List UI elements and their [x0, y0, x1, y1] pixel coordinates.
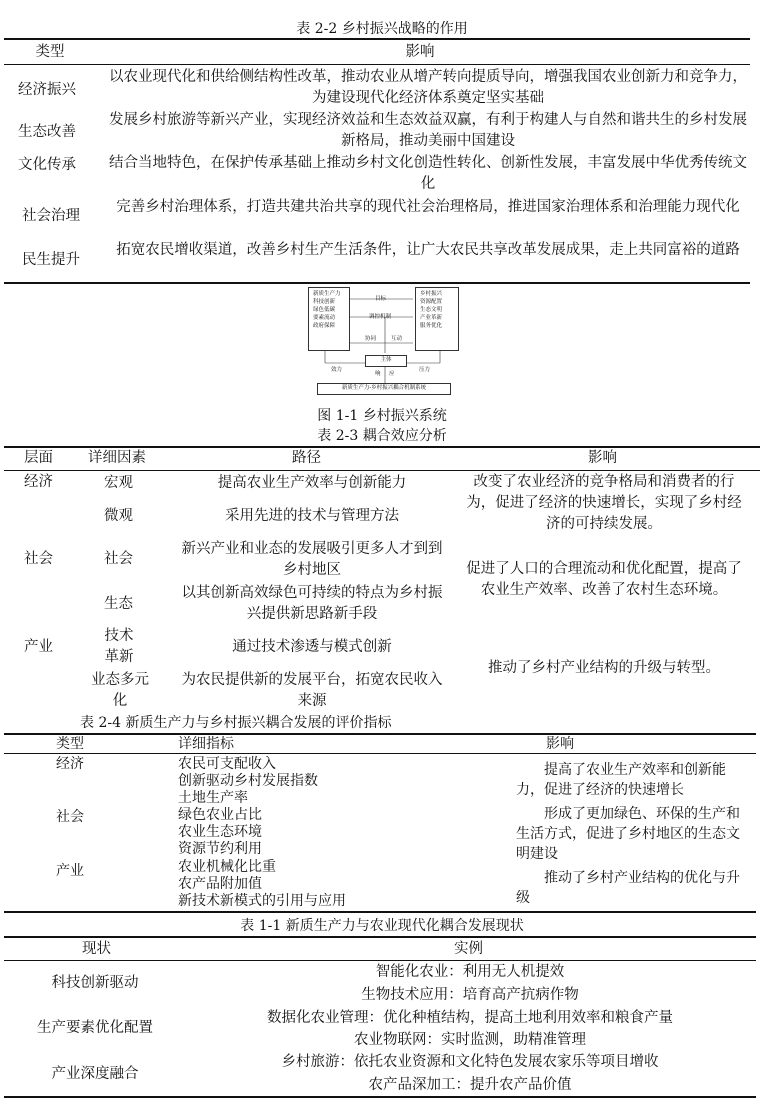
effect-cell: 形成了更加绿色、环保的生产和生活方式，促进了乡村地区的生态文明建设 — [516, 806, 740, 862]
subject-box: 主体 — [365, 355, 407, 367]
path-cell: 以其创新高效绿色可持续的特点为乡村振兴提供新思路新手段 — [181, 585, 443, 622]
goal-label: 目标 — [375, 296, 387, 302]
indicator-cell: 农业机械化比重 — [178, 859, 276, 875]
path-cell: 提高农业生产效率与创新能力 — [217, 475, 407, 491]
factor-cell: 业态多元化 — [91, 672, 149, 709]
path-cell: 通过技术渗透与模式创新 — [232, 639, 392, 655]
col-header-type: 类型 — [35, 44, 65, 60]
box-item: 科技创新 — [313, 299, 336, 305]
example-cell: 智能化农业：利用无人机提效 — [375, 964, 565, 980]
box-item: 要素流动 — [313, 315, 336, 321]
table-1-1-caption: 表 1-1 新质生产力与农业现代化耦合发展现状 — [240, 918, 524, 934]
system-diagram — [305, 287, 465, 399]
header-rule — [4, 753, 756, 754]
col-header-factor: 详细因素 — [88, 450, 146, 466]
col-header-example: 实例 — [454, 941, 483, 957]
box-item: 新质生产力 — [313, 291, 341, 297]
rural-revitalization-box — [415, 287, 459, 351]
row-type: 文化传承 — [18, 157, 76, 173]
effect-cell: 提高了农业生产效率和创新能力，促进了经济的快速增长 — [516, 762, 726, 798]
header-rule — [4, 470, 760, 471]
level-cell: 经济 — [24, 474, 53, 490]
level-cell: 产业 — [24, 639, 53, 655]
header-rule — [4, 960, 756, 961]
coupling-system-box: 新质生产力-乡村振兴耦合机制系统 — [317, 383, 451, 395]
effect-cell: 推动了乡村产业结构的升级与转型。 — [488, 660, 720, 676]
row-type: 民生提升 — [22, 252, 80, 268]
col-header-level: 层面 — [24, 450, 53, 466]
box-item: 生态文明 — [420, 307, 443, 313]
indicator-cell: 农业生态环境 — [178, 824, 262, 840]
row-type: 社会治理 — [22, 208, 80, 224]
indicator-cell: 土地生产率 — [178, 790, 248, 806]
example-cell: 生物技术应用：培育高产抗病作物 — [361, 987, 579, 1003]
example-cell: 乡村旅游：依托农业资源和文化特色发展农家乐等项目增收 — [281, 1054, 659, 1070]
figure-1-1-caption: 图 1-1 乡村振兴系统 — [317, 408, 447, 424]
effect-cell: 促进了人口的合理流动和优化配置，提高了农业生产效率、改善了农村生态环境。 — [466, 561, 742, 598]
box-item: 绿色低碳 — [313, 307, 336, 313]
col-header-status: 现状 — [82, 941, 111, 957]
col-header-effect: 影响 — [546, 736, 574, 752]
col-header-effect: 影响 — [405, 44, 435, 60]
type-cell: 经济 — [56, 756, 84, 772]
box-item: 乡村振兴 — [420, 291, 443, 297]
effect-label: 效力 — [331, 367, 343, 373]
new-productivity-box — [308, 287, 350, 351]
status-cell: 生产要素优化配置 — [37, 1020, 153, 1036]
box-item: 政府保障 — [313, 323, 336, 329]
row-effect: 完善乡村治理体系，打造共建共治共享的现代社会治理格局，推进国家治理体系和治理能力现代化 — [116, 199, 740, 215]
factor-cell: 生态 — [104, 596, 133, 612]
type-cell: 产业 — [56, 863, 84, 879]
col-header-type: 类型 — [56, 736, 84, 752]
row-type: 经济振兴 — [18, 82, 76, 98]
synergy-label: 协同 — [365, 336, 377, 342]
col-header-indicator: 详细指标 — [178, 736, 234, 752]
indicator-cell: 新技术新模式的引用与应用 — [178, 893, 346, 909]
pressure-label: 压力 — [419, 367, 431, 373]
example-cell: 数据化农业管理：优化种植结构，提高土地利用效率和粮食产量 — [267, 1010, 673, 1026]
row-type: 生态改善 — [18, 124, 76, 140]
level-cell: 社会 — [24, 551, 53, 567]
example-cell: 农业物联网：实时监测，助精准管理 — [354, 1032, 586, 1048]
row-effect: 以农业现代化和供给侧结构性改革，推动农业从增产转向提质导向，增强我国农业创新力和竞争力，为建设现代化经济体系奠定坚实基础 — [109, 69, 747, 106]
table-2-2-caption: 表 2-2 乡村振兴战略的作用 — [296, 21, 468, 37]
indicator-cell: 绿色农业占比 — [178, 807, 262, 823]
header-rule — [4, 64, 750, 65]
table-top-rule — [4, 733, 756, 735]
response-label: 响 — [375, 371, 381, 377]
status-cell: 产业深度融合 — [51, 1066, 139, 1082]
path-cell: 为农民提供新的发展平台，拓宽农民收入来源 — [181, 672, 443, 709]
indicator-cell: 资源节约利用 — [178, 841, 262, 857]
table-top-rule — [4, 936, 756, 938]
indicator-cell: 农民可支配收入 — [178, 756, 276, 772]
table-bottom-rule — [4, 282, 750, 284]
type-cell: 社会 — [56, 809, 84, 825]
row-effect: 发展乡村旅游等新兴产业，实现经济效益和生态效益双赢，有利于构建人与自然和谐共生的乡村发展新格局，推动美丽中国建设 — [109, 112, 747, 149]
path-cell: 新兴产业和业态的发展吸引更多人才到到乡村地区 — [181, 541, 443, 578]
example-cell: 农产品深加工：提升农产品价值 — [368, 1077, 572, 1093]
row-effect: 结合当地特色，在保护传承基础上推动乡村文化创造性转化、创新性发展，丰富发展中华优秀传统文化 — [109, 155, 747, 192]
indicator-cell: 创新驱动乡村发展指数 — [178, 773, 318, 789]
mechanism-label: 调控机制 — [369, 314, 392, 320]
table-top-rule — [4, 38, 750, 40]
effect-cell: 推动了乡村产业结构的优化与升级 — [516, 870, 740, 906]
box-item: 服务优化 — [420, 323, 443, 329]
factor-cell: 技术革新 — [104, 628, 134, 665]
factor-cell: 社会 — [104, 551, 133, 567]
response-label: 应 — [389, 371, 395, 377]
path-cell: 采用先进的技术与管理方法 — [225, 508, 399, 524]
table-2-4-caption: 表 2-4 新质生产力与乡村振兴耦合发展的评价指标 — [80, 715, 392, 731]
table-bottom-rule — [4, 1096, 756, 1098]
indicator-cell: 农产品附加值 — [178, 876, 262, 892]
interaction-label: 互动 — [391, 336, 403, 342]
effect-cell: 改变了农业经济的竞争格局和消费者的行为，促进了经济的快速增长，实现了乡村经济的可持续发展。 — [466, 474, 742, 532]
row-effect: 拓宽农民增收渠道，改善乡村生产生活条件，让广大农民共享改革发展成果，走上共同富裕的道路 — [116, 242, 740, 258]
factor-cell: 宏观 — [104, 475, 133, 491]
table-bottom-rule — [4, 911, 756, 913]
box-item: 资源配置 — [420, 299, 443, 305]
table-2-3-caption: 表 2-3 耦合效应分析 — [317, 428, 447, 444]
factor-cell: 微观 — [104, 508, 133, 524]
status-cell: 科技创新驱动 — [51, 975, 139, 991]
col-header-effect: 影响 — [588, 450, 617, 466]
col-header-path: 路径 — [292, 450, 321, 466]
box-item: 产业革新 — [420, 315, 443, 321]
